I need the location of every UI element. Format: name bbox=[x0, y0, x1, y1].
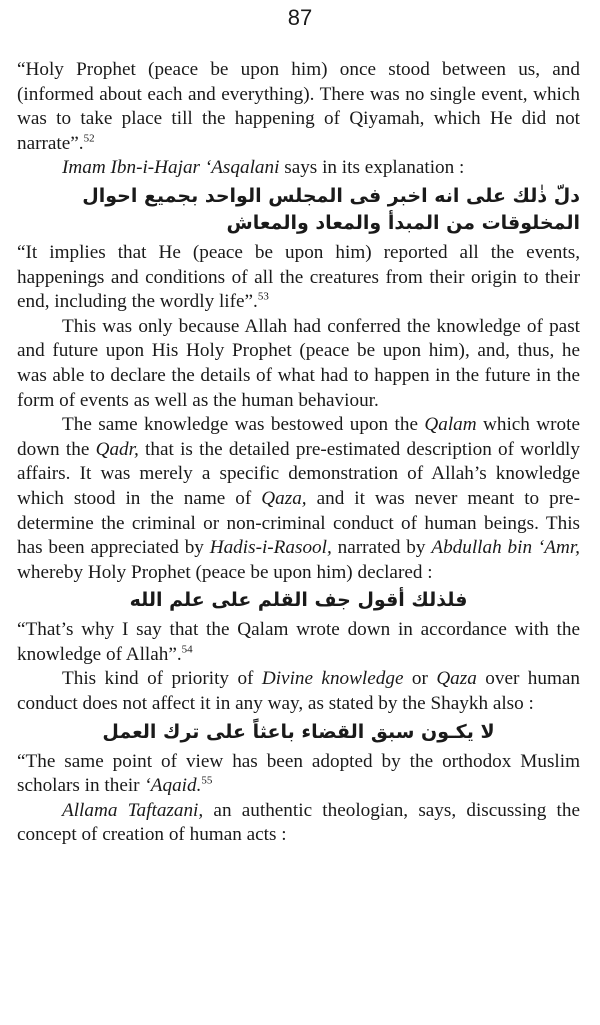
text-run: that is the detailed pre-estimated description of worldly affairs. It was merely a specific demonstration of Allah’s knowledge which stood in the name of bbox=[17, 438, 580, 509]
author-name: Allama Taftazani, bbox=[62, 799, 204, 821]
paragraph-quote-qiyamah bbox=[17, 58, 580, 156]
paragraph-text: “Holy Prophet (peace be upon him) once stood between us, and (informed about each and everything). There was no single event, which was to take place till the happening of Qiyamah, which He did not narrate”. bbox=[17, 59, 580, 154]
paragraph-asqalani bbox=[17, 156, 580, 181]
footnote-ref: 55 bbox=[201, 774, 213, 787]
paragraph-text: “That’s why I say that the Qalam wrote down in accordance with the knowledge of Allah”. bbox=[17, 619, 580, 665]
text-run: and it was never meant to pre-determine the criminal or non-criminal conduct of human beings. This has been appreciated by bbox=[17, 487, 580, 559]
italic-term: Hadis-i-Rasool, bbox=[209, 537, 332, 559]
italic-term: Qalam bbox=[424, 414, 477, 436]
page-body bbox=[17, 58, 580, 848]
italic-term: ‘Aqaid. bbox=[144, 775, 202, 797]
paragraph-priority bbox=[17, 667, 580, 716]
paragraph-qalam bbox=[17, 413, 580, 585]
paragraph-text: “It implies that He (peace be upon him) reported all the events, happenings and conditions of all the creatures from their origin to their end, including the wordly life”. bbox=[17, 241, 580, 313]
author-name: Imam Ibn-i-Hajar ‘Asqalani bbox=[62, 157, 280, 179]
text-run: “The same point of view has been adopted by the orthodox Muslim scholars in their bbox=[17, 750, 580, 797]
paragraph-knowledge: This was only because Allah had conferred the knowledge of past and future upon His Holy Prophet (peace be upon him), and, thus, he was able to declare the details of what had to happen in the future in the form of events as well as the human behaviour. bbox=[17, 315, 580, 411]
paragraph-text: says in its explanation : bbox=[279, 157, 465, 179]
italic-term: Qadr, bbox=[95, 438, 139, 460]
footnote-ref: 54 bbox=[181, 643, 193, 656]
arabic-quote-2: فلذلك أقول جف القلم على علم الله bbox=[129, 589, 468, 612]
paragraph-taftazani bbox=[17, 799, 580, 848]
footnote-ref: 53 bbox=[257, 290, 269, 303]
arabic-quote-3: لا يكـون سبق القضاء باعثاً على ترك العمل bbox=[102, 720, 495, 743]
paragraph-aqaid bbox=[17, 750, 580, 799]
text-run: whereby Holy Prophet (peace be upon him) declared : bbox=[17, 561, 433, 583]
arabic-quote-1: دلّ ذٰلك على انه اخبر فى المجلس الواحد بجميع احوال المخلوقات من المبدأ والمعاد والمعاش bbox=[82, 184, 580, 234]
paragraph-translation-2 bbox=[17, 618, 580, 667]
page-number: 87 bbox=[287, 5, 313, 30]
italic-term: Divine knowledge bbox=[261, 668, 404, 690]
text-run: This kind of priority of bbox=[62, 668, 262, 690]
paragraph-translation-1 bbox=[17, 241, 580, 315]
italic-term: Qaza, bbox=[261, 487, 307, 509]
text-run: narrated by bbox=[331, 537, 432, 559]
italic-term: Qaza bbox=[436, 668, 477, 690]
text-run: over human conduct does not affect it in any way, as stated by the Shaykh also : bbox=[17, 668, 580, 715]
text-run: or bbox=[403, 668, 437, 690]
text-run: an authentic theologian, says, discussing the concept of creation of human acts : bbox=[17, 799, 581, 846]
italic-term: Abdullah bin ‘Amr, bbox=[431, 537, 580, 559]
footnote-ref: 52 bbox=[83, 132, 95, 145]
text-run: which wrote down the bbox=[17, 414, 580, 460]
text-run: The same knowledge was bestowed upon the bbox=[62, 414, 425, 436]
